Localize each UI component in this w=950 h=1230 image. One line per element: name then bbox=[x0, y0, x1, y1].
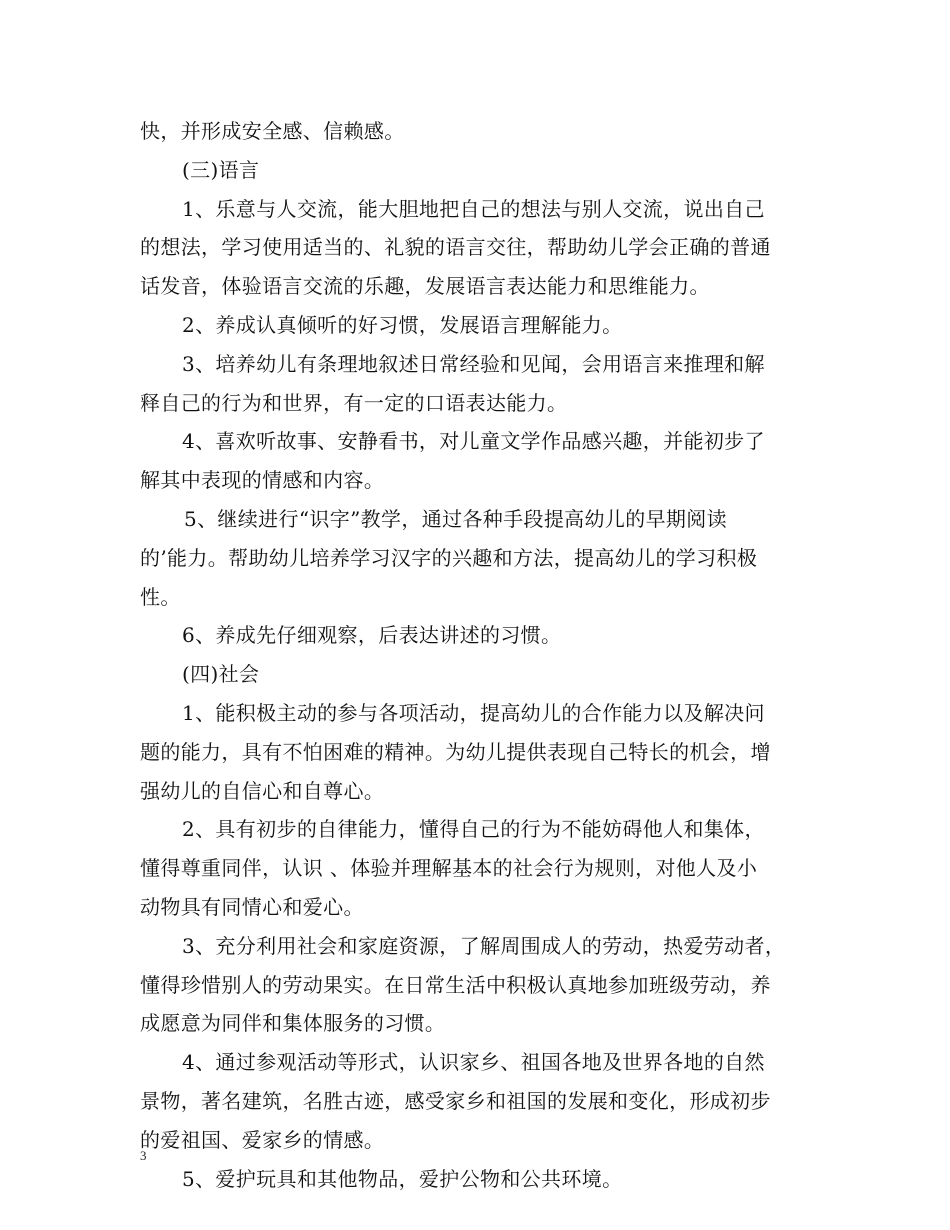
text-line: 3、充分利用社会和家庭资源，了解周围成人的劳动，热爱劳动者， bbox=[182, 933, 786, 958]
section-heading-society: (四)社会 bbox=[182, 662, 260, 687]
text-line: 2、具有初步的自律能力，懂得自己的行为不能妨碍他人和集体， bbox=[182, 817, 765, 842]
text-line: 的想法，学习使用适当的、礼貌的语言交往，帮助幼儿学会正确的普通 bbox=[140, 235, 771, 260]
text-line: 5、爱护玩具和其他物品，爱护公物和公共环境。 bbox=[182, 1166, 623, 1191]
text-line: 快，并形成安全感、信赖感。 bbox=[140, 119, 405, 143]
text-line: 懂得珍惜别人的劳动果实。在日常生活中积极认真地参加班级劳动，养 bbox=[140, 972, 771, 997]
text-line: 强幼儿的自信心和自尊心。 bbox=[140, 778, 385, 803]
text-line: 的’能力。帮助幼儿培养学习汉字的兴趣和方法，提高幼儿的学习积极 bbox=[140, 545, 758, 570]
text-line: 1、能积极主动的参与各项活动，提高幼儿的合作能力以及解决问 bbox=[182, 700, 765, 725]
text-line: 释自己的行为和世界，有一定的口语表达能力。 bbox=[140, 390, 568, 415]
text-line: 3、培养幼儿有条理地叙述日常经验和见闻，会用语言来推理和解 bbox=[182, 351, 765, 376]
text-line: 4、通过参观活动等形式，认识家乡、祖国各地及世界各地的自然 bbox=[182, 1050, 765, 1075]
text-line: 2、养成认真倾听的好习惯，发展语言理解能力。 bbox=[182, 312, 623, 337]
text-line: 5、继续进行“识字”教学，通过各种手段提高幼儿的早期阅读 bbox=[184, 506, 727, 531]
text-line: 的爱祖国、爱家乡的情感。 bbox=[140, 1127, 385, 1152]
text-line: 解其中表现的情感和内容。 bbox=[140, 468, 385, 493]
page-number: 3 bbox=[140, 1148, 147, 1163]
text-line: 景物，著名建筑，名胜古迹，感受家乡和祖国的发展和变化，形成初步 bbox=[140, 1088, 771, 1113]
text-line: 题的能力，具有不怕困难的精神。为幼儿提供表现自己特长的机会，增 bbox=[140, 739, 771, 764]
section-heading-language: (三)语言 bbox=[182, 157, 260, 182]
text-line: 性。 bbox=[140, 584, 181, 609]
text-line: 1、乐意与人交流，能大胆地把自己的想法与别人交流，说出自己 bbox=[182, 196, 765, 221]
text-line: 成愿意为同伴和集体服务的习惯。 bbox=[140, 1011, 446, 1036]
text-line: 4、喜欢听故事、安静看书，对儿童文学作品感兴趣，并能初步了 bbox=[182, 429, 765, 454]
text-line: 懂得尊重同伴，认识 、体验并理解基本的社会行为规则，对他人及小 bbox=[140, 856, 758, 881]
text-line: 话发音，体验语言交流的乐趣，发展语言表达能力和思维能力。 bbox=[140, 274, 710, 299]
text-line: 6、养成先仔细观察，后表达讲述的习惯。 bbox=[182, 623, 562, 648]
document-body bbox=[140, 112, 820, 1198]
text-line: 动物具有同情心和爱心。 bbox=[140, 894, 364, 919]
